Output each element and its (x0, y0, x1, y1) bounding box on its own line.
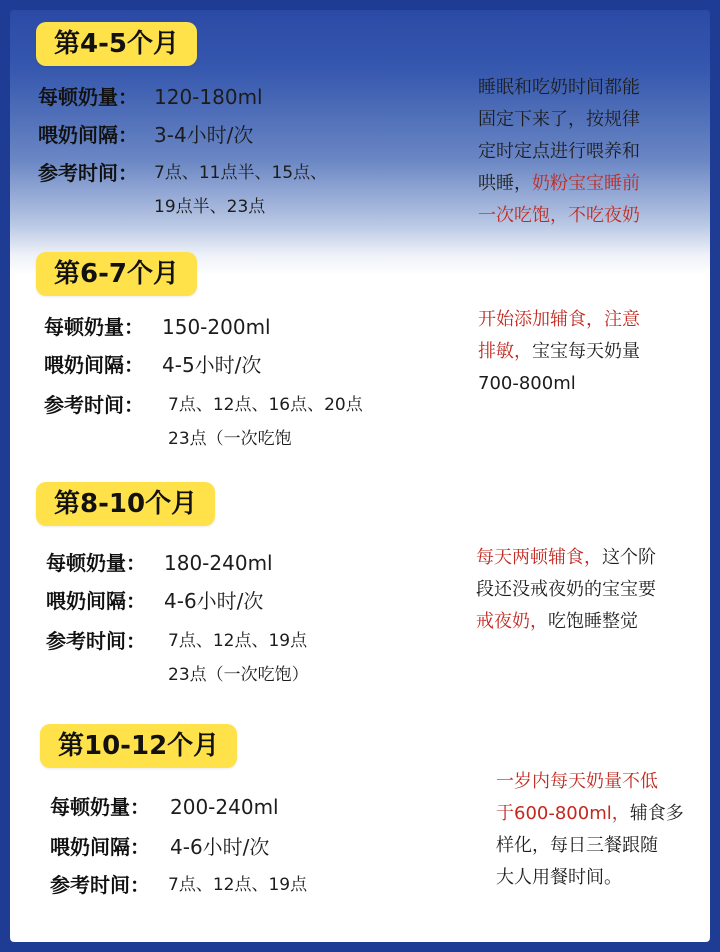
note-highlight-text: 奶粉宝宝睡前 (532, 173, 640, 194)
row-label: 参考时间： (44, 393, 144, 417)
note-line (496, 798, 684, 830)
note-line (496, 830, 684, 862)
note-highlight-text: 一次吃饱，不吃夜奶 (478, 205, 640, 226)
note-highlight-text: 每天两顿辅食， (476, 547, 602, 568)
row-value: 200-240ml (170, 795, 279, 819)
row-label: 喂奶间隔： (44, 353, 144, 377)
note-highlight-text: 开始添加辅食，注意 (478, 309, 640, 330)
note-line (476, 606, 656, 638)
note-text: 700-800ml (478, 373, 576, 394)
note-line (478, 368, 640, 400)
row-value: 3-4小时/次 (154, 123, 254, 147)
row-value: 7点、11点半、15点、 (154, 163, 328, 183)
note-line (476, 542, 656, 574)
row-value: 7点、12点、19点 (168, 631, 308, 651)
row-value: 180-240ml (164, 551, 273, 575)
note-text: 定时定点进行喂养和 (478, 141, 640, 162)
section-title-pill: 第6-7个月 (36, 252, 197, 296)
note-line (478, 104, 640, 136)
row-value-continued: 23点（一次吃饱 (168, 429, 292, 449)
row-label: 每顿奶量： (44, 315, 144, 339)
row-value-continued: 19点半、23点 (154, 197, 266, 217)
note-text: 样化，每日三餐跟随 (496, 835, 658, 856)
row-value: 4-6小时/次 (164, 589, 264, 613)
note-text: 哄睡， (478, 173, 532, 194)
row-label: 喂奶间隔： (50, 835, 150, 859)
row-value: 150-200ml (162, 315, 271, 339)
row-label: 每顿奶量： (50, 795, 150, 819)
note-text: 睡眠和吃奶时间都能 (478, 77, 640, 98)
watermark: 是静静了 (626, 912, 698, 933)
row-value: 4-5小时/次 (162, 353, 262, 377)
note-highlight-text: 戒夜奶， (476, 611, 548, 632)
note-line (478, 168, 640, 200)
section-note (478, 304, 640, 400)
note-line (478, 200, 640, 232)
row-label: 喂奶间隔： (38, 123, 138, 147)
note-line (478, 304, 640, 336)
section-title-pill: 第10-12个月 (40, 724, 237, 768)
row-value-continued: 23点（一次吃饱） (168, 665, 309, 685)
row-value: 7点、12点、19点 (168, 875, 308, 895)
section-note (478, 72, 640, 232)
note-line (476, 574, 656, 606)
content-panel (10, 10, 710, 942)
note-line (478, 336, 640, 368)
row-label: 每顿奶量： (46, 551, 146, 575)
row-label: 参考时间： (46, 629, 146, 653)
row-value: 120-180ml (154, 85, 263, 109)
note-text: 段还没戒夜奶的宝宝要 (476, 579, 656, 600)
note-line (496, 766, 684, 798)
note-highlight-text: 排敏， (478, 341, 532, 362)
row-value: 7点、12点、16点、20点 (168, 395, 363, 415)
row-label: 参考时间： (50, 873, 150, 897)
note-highlight-text: 一岁内每天奶量不低 (496, 771, 658, 792)
row-label: 每顿奶量： (38, 85, 138, 109)
note-highlight-text: 于600-800ml， (496, 803, 630, 824)
note-text: 宝宝每天奶量 (532, 341, 640, 362)
note-text: 大人用餐时间。 (496, 867, 622, 888)
note-line (496, 862, 684, 894)
section-title-pill: 第8-10个月 (36, 482, 215, 526)
note-line (478, 136, 640, 168)
section-title-pill: 第4-5个月 (36, 22, 197, 66)
section-note (496, 766, 684, 894)
section-note (476, 542, 656, 638)
row-label: 参考时间： (38, 161, 138, 185)
row-value: 4-6小时/次 (170, 835, 270, 859)
row-label: 喂奶间隔： (46, 589, 146, 613)
note-line (478, 72, 640, 104)
note-text: 这个阶 (602, 547, 656, 568)
note-text: 固定下来了，按规律 (478, 109, 640, 130)
note-text: 辅食多 (629, 803, 684, 824)
note-text: 吃饱睡整觉 (548, 611, 638, 632)
